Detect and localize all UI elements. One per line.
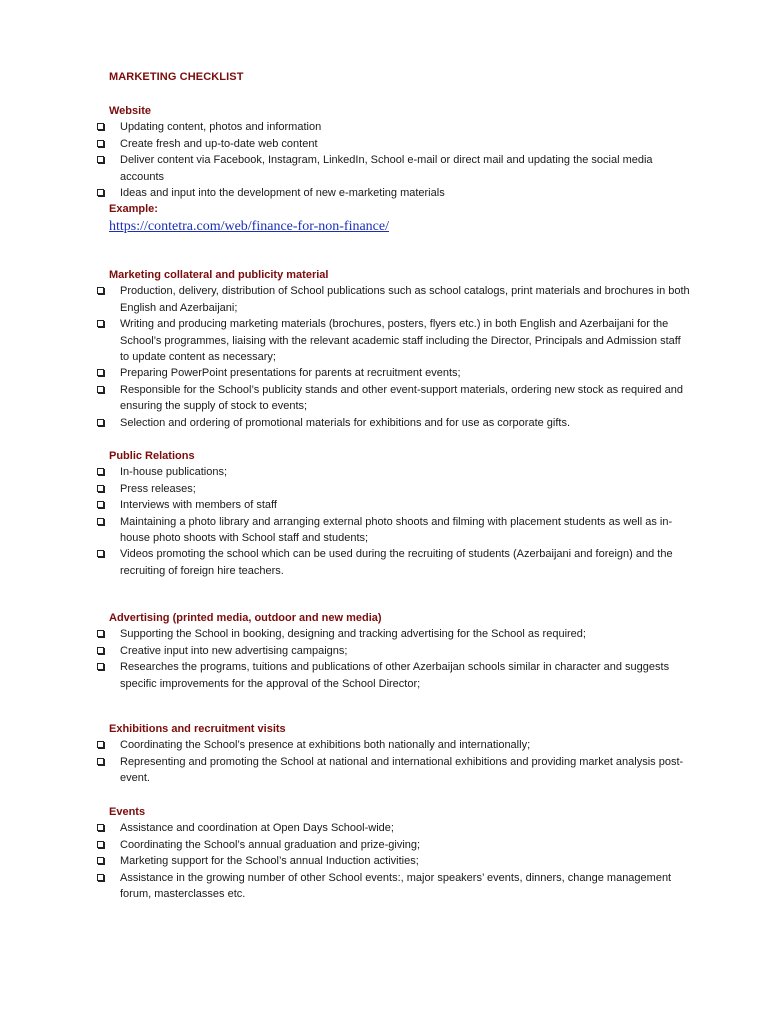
checklist-item xyxy=(0,626,768,642)
checkbox-icon xyxy=(97,630,104,637)
checklist-item xyxy=(0,497,768,513)
checkbox-icon xyxy=(97,518,104,525)
checklist-item-text: Supporting the School in booking, designing and tracking advertising for the School as required; xyxy=(120,628,586,641)
example-label: Example: xyxy=(109,203,158,216)
checklist-item xyxy=(0,136,768,152)
checklist-item-text: Ideas and input into the development of new e-marketing materials xyxy=(120,187,445,200)
checkbox-icon xyxy=(97,419,104,426)
section-heading: Website xyxy=(109,105,151,117)
checklist-item-text: Marketing support for the School’s annual Induction activities; xyxy=(120,855,419,868)
section-marketing-collateral xyxy=(0,267,768,431)
document-title: MARKETING CHECKLIST xyxy=(109,71,244,83)
section-heading: Marketing collateral and publicity material xyxy=(109,269,329,281)
checklist xyxy=(0,283,768,431)
checklist-item-text: Researches the programs, tuitions and publications of other Azerbaijan schools similar in character and suggests specific improvements for the approval of the School Director; xyxy=(120,661,670,690)
checklist-item-text: Coordinating the School’s annual graduation and prize-giving; xyxy=(120,838,421,851)
checklist-item-text: Updating content, photos and information xyxy=(120,121,322,134)
checklist-item xyxy=(0,152,768,185)
checklist xyxy=(0,626,768,692)
checkbox-icon xyxy=(97,841,104,848)
checklist-item-text: Maintaining a photo library and arranging external photo shoots and filming with placement students as well as in-house photo shoots with School staff and students; xyxy=(120,515,673,545)
checkbox-icon xyxy=(97,485,104,492)
checklist-item xyxy=(0,185,768,201)
checkbox-icon xyxy=(97,741,104,748)
checkbox-icon xyxy=(97,156,104,163)
checkbox-icon xyxy=(97,647,104,654)
checklist-item xyxy=(0,737,768,753)
checkbox-icon xyxy=(97,824,104,831)
checklist-item-text: Videos promoting the school which can be used during the recruiting of students (Azerbaijani and foreign) and the recruiting of foreign hire teachers. xyxy=(120,548,673,577)
section-exhibitions xyxy=(0,721,768,787)
checkbox-icon xyxy=(97,369,104,376)
checklist-item xyxy=(0,870,768,903)
checklist-item xyxy=(0,643,768,659)
checklist-item-text: Press releases; xyxy=(120,482,196,495)
checkbox-icon xyxy=(97,189,104,196)
checklist xyxy=(0,820,768,902)
checklist-item xyxy=(0,754,768,787)
checklist-item-text: Creative input into new advertising campaigns; xyxy=(120,644,348,657)
checkbox-icon xyxy=(97,501,104,508)
checklist-item xyxy=(0,514,768,547)
section-heading: Public Relations xyxy=(109,450,195,462)
example-link[interactable]: https://contetra.com/web/finance-for-non-finance/ xyxy=(109,218,389,234)
section-website xyxy=(0,103,768,236)
checklist-item xyxy=(0,119,768,135)
checklist-item xyxy=(0,464,768,480)
section-heading: Events xyxy=(109,806,146,818)
checkbox-icon xyxy=(97,140,104,147)
checklist xyxy=(0,464,768,579)
section-public-relations xyxy=(0,448,768,579)
checkbox-icon xyxy=(97,320,104,327)
checklist-item-text: Selection and ordering of promotional materials for exhibitions and for use as corporate gifts. xyxy=(120,416,571,429)
section-events xyxy=(0,804,768,902)
section-heading: Advertising (printed media, outdoor and new media) xyxy=(109,612,382,624)
checklist-item xyxy=(0,659,768,692)
checklist-item xyxy=(0,820,768,836)
checklist-item-text: Assistance in the growing number of other School events:, major speakers’ events, dinners, change management forum, masterclasses etc. xyxy=(120,871,672,901)
checkbox-icon xyxy=(97,287,104,294)
checklist-item-text: Production, delivery, distribution of School publications such as school catalogs, print materials and brochures in both English and Azerbaijani; xyxy=(120,285,690,314)
checklist-item xyxy=(0,382,768,415)
checkbox-icon xyxy=(97,874,104,881)
checklist xyxy=(0,737,768,786)
section-advertising xyxy=(0,610,768,692)
checklist-item-text: Coordinating the School’s presence at exhibitions both nationally and internationally; xyxy=(120,739,531,752)
checklist-item xyxy=(0,546,768,579)
checklist-item-text: Deliver content via Facebook, Instagram, LinkedIn, School e-mail or direct mail and updating the social media accounts xyxy=(120,154,653,183)
checkbox-icon xyxy=(97,758,104,765)
checkbox-icon xyxy=(97,468,104,475)
checklist-item-text: Writing and producing marketing materials (brochures, posters, flyers etc.) in both English and Azerbaijani for the School’s programmes, liaising with the relevant academic staff including the Director, Principals and Admission staff to update content as necessary; xyxy=(120,318,681,364)
checkbox-icon xyxy=(97,386,104,393)
checklist-item-text: Interviews with members of staff xyxy=(120,499,277,512)
checklist-item xyxy=(0,837,768,853)
checklist-item xyxy=(0,316,768,365)
checklist-item-text: Responsible for the School’s publicity stands and other event-support materials, ordering new stock as required and ensuring the supply of stock to events; xyxy=(120,383,683,413)
checkbox-icon xyxy=(97,663,104,670)
checklist-item-text: Preparing PowerPoint presentations for parents at recruitment events; xyxy=(120,367,461,380)
checklist-item-text: Assistance and coordination at Open Days School-wide; xyxy=(120,822,394,835)
checkbox-icon xyxy=(97,857,104,864)
section-heading: Exhibitions and recruitment visits xyxy=(109,723,286,735)
checklist-item xyxy=(0,481,768,497)
checklist-item xyxy=(0,283,768,316)
checklist-item xyxy=(0,365,768,381)
checkbox-icon xyxy=(97,123,104,130)
checklist-item-text: Representing and promoting the School at national and international exhibitions and providing market analysis post-event. xyxy=(120,755,684,785)
checklist-item-text: Create fresh and up-to-date web content xyxy=(120,137,318,150)
checklist-item-text: In-house publications; xyxy=(120,466,228,479)
checkbox-icon xyxy=(97,550,104,557)
checklist-item xyxy=(0,415,768,431)
checklist-item xyxy=(0,853,768,869)
checklist xyxy=(0,119,768,201)
